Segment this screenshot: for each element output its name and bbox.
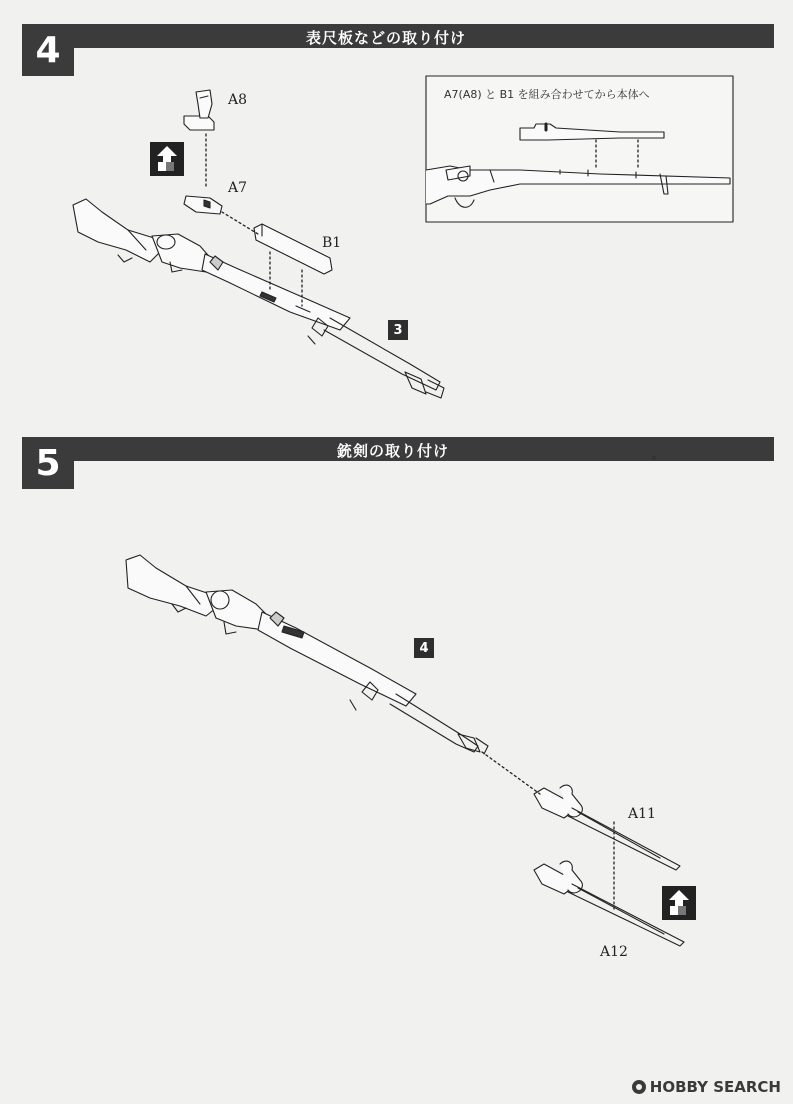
part-b1-drawing [254,224,332,274]
part-label-a12: A12 [600,944,628,960]
flip-over-icon [662,886,696,920]
hobby-search-logo-icon [632,1080,646,1094]
part-a8-drawing [184,90,214,130]
watermark-text: HOBBY SEARCH [649,1078,781,1096]
step-ref-badge: 3 [388,320,408,340]
part-a7-drawing [184,196,222,214]
step5-number: 5 [22,437,74,489]
inset-instruction: A7(A8) と B1 を組み合わせてから本体へ [444,88,650,101]
watermark [632,1078,781,1096]
step4-title: 表尺板などの取り付け [306,29,467,47]
flip-over-icon [150,142,184,176]
step-ref-badge: 4 [414,638,434,658]
part-label-a8: A8 [228,92,248,108]
step5-mark: 。 [652,448,663,461]
step4-number: 4 [22,24,74,76]
step5-title: 銃剣の取り付け [337,442,450,460]
part-a11-drawing [534,785,680,870]
part-label-b1: B1 [322,235,342,251]
part-a12-drawing [534,861,684,946]
part-label-a11: A11 [628,806,656,822]
part-label-a7: A7 [228,180,248,196]
